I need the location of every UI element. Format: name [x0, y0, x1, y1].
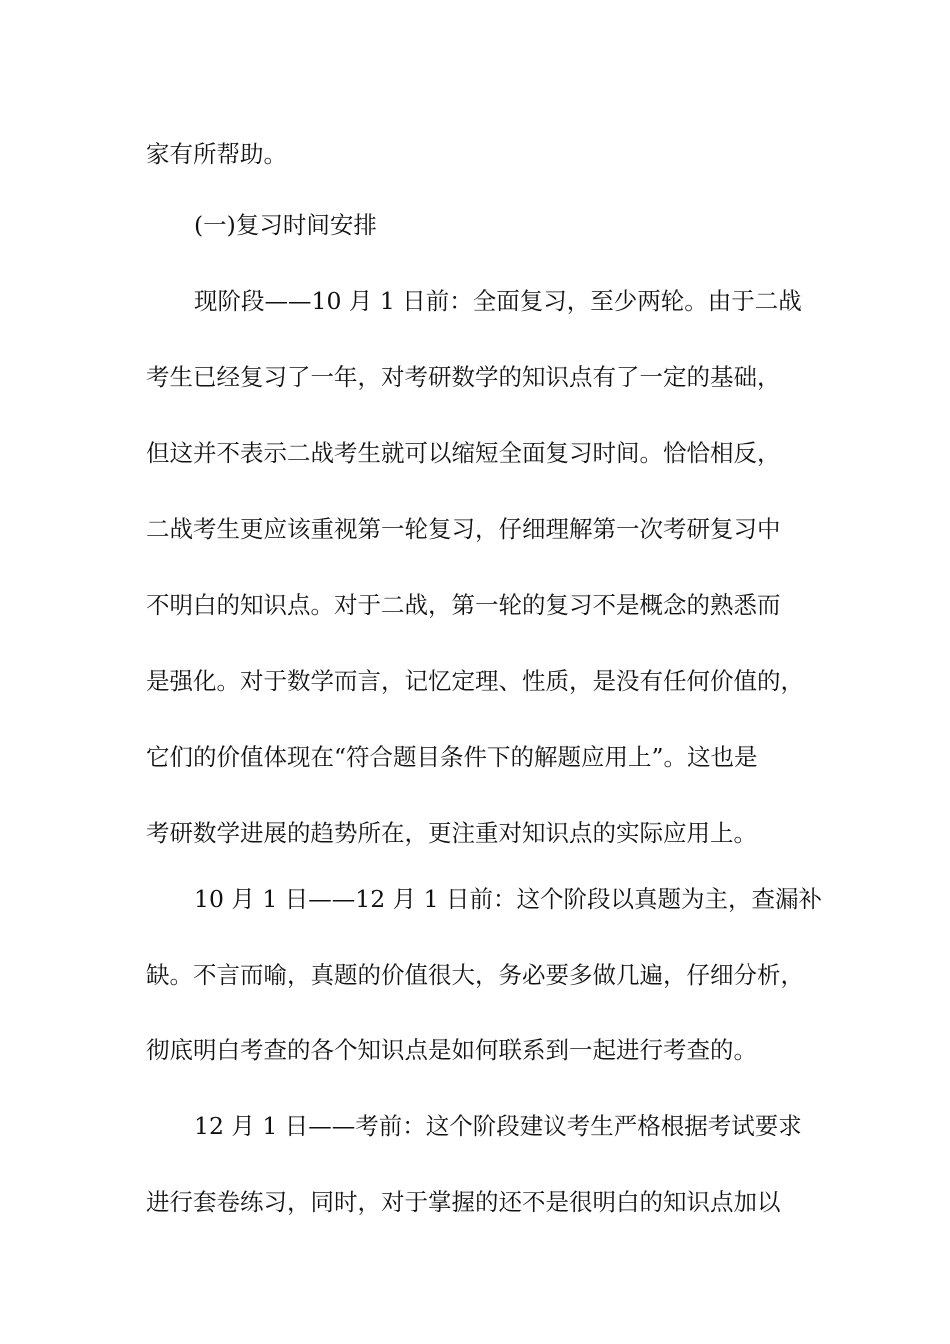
paragraph-3-line-1: 12 月 1 日——考前：这个阶段建议考生严格根据考试要求 — [194, 1112, 802, 1140]
paragraph-2-line-2: 缺。不言而喻，真题的价值很大，务必要多做几遍，仔细分析， — [146, 961, 804, 989]
paragraph-1-line-3: 但这并不表示二战考生就可以缩短全面复习时间。恰恰相反， — [146, 439, 781, 467]
paragraph-1-line-6: 是强化。对于数学而言，记忆定理、性质，是没有任何价值的， — [146, 667, 804, 695]
paragraph-2-line-3: 彻底明白考查的各个知识点是如何联系到一起进行考查的。 — [146, 1036, 757, 1064]
paragraph-1-line-7: 它们的价值体现在“符合题目条件下的解题应用上”。这也是 — [146, 743, 758, 771]
paragraph-1-line-2: 考生已经复习了一年，对考研数学的知识点有了一定的基础， — [146, 363, 781, 391]
text-line-continuation: 家有所帮助。 — [146, 140, 287, 168]
paragraph-1-line-4: 二战考生更应该重视第一轮复习，仔细理解第一次考研复习中 — [146, 515, 781, 543]
section-heading: (一)复习时间安排 — [194, 211, 377, 239]
paragraph-1-line-1: 现阶段——10 月 1 日前：全面复习，至少两轮。由于二战 — [194, 287, 802, 315]
paragraph-3-line-2: 进行套卷练习，同时，对于掌握的还不是很明白的知识点加以 — [146, 1188, 781, 1216]
paragraph-1-line-8: 考研数学进展的趋势所在，更注重对知识点的实际应用上。 — [146, 819, 757, 847]
paragraph-1-line-5: 不明白的知识点。对于二战，第一轮的复习不是概念的熟悉而 — [146, 591, 781, 619]
paragraph-2-line-1: 10 月 1 日——12 月 1 日前：这个阶段以真题为主，查漏补 — [194, 885, 823, 913]
